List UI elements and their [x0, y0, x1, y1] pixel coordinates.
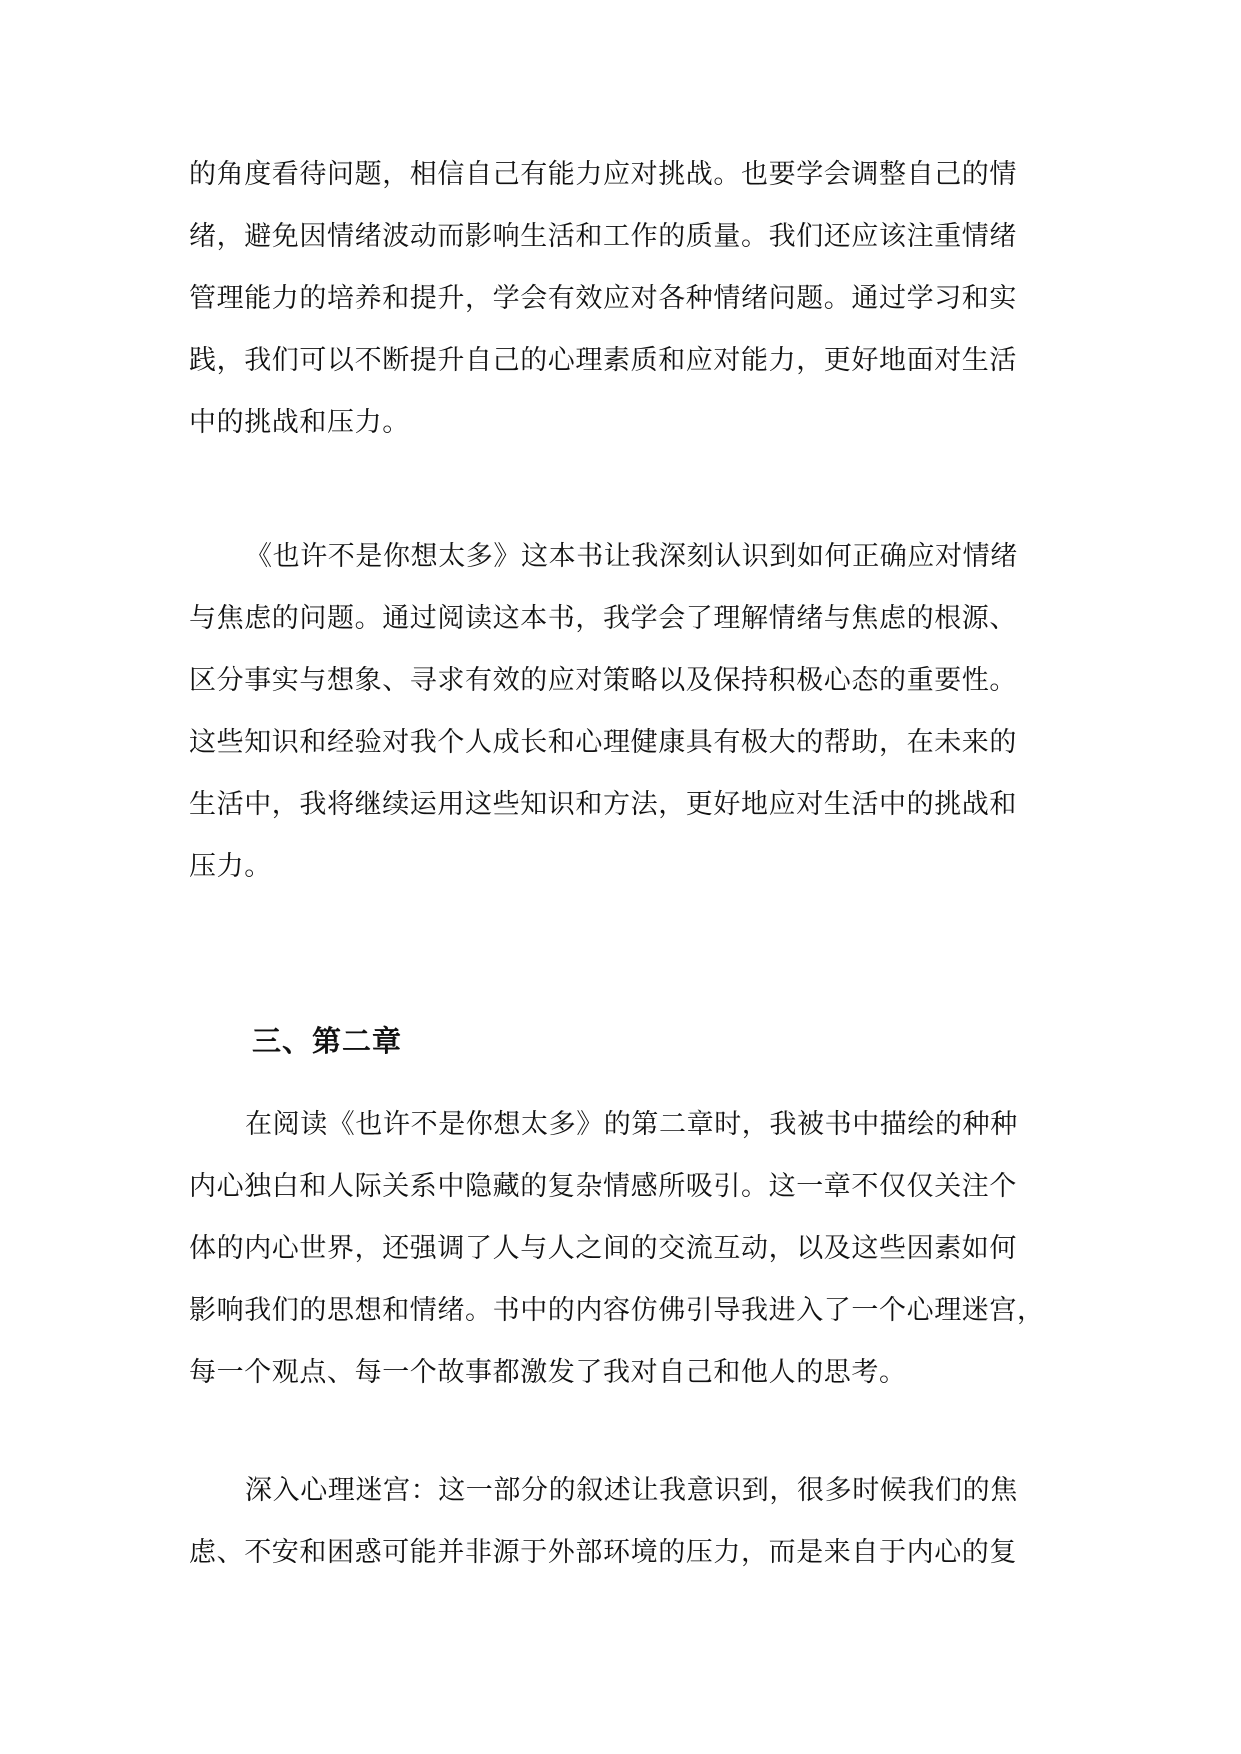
paragraph-line: 区分事实与想象、寻求有效的应对策略以及保持积极心态的重要性。 [189, 665, 1017, 696]
paragraph-line: 管理能力的培养和提升，学会有效应对各种情绪问题。通过学习和实 [189, 283, 1017, 314]
paragraph-line: 践，我们可以不断提升自己的心理素质和应对能力，更好地面对生活 [189, 345, 1017, 376]
section-heading: 三、第二章 [252, 1024, 403, 1058]
paragraph-line: 在阅读《也许不是你想太多》的第二章时，我被书中描绘的种种 [245, 1109, 1018, 1140]
paragraph-line: 体的内心世界，还强调了人与人之间的交流互动，以及这些因素如何 [189, 1233, 1017, 1264]
paragraph-line: 生活中，我将继续运用这些知识和方法，更好地应对生活中的挑战和 [189, 789, 1017, 820]
paragraph-line: 中的挑战和压力。 [189, 407, 410, 438]
paragraph-line: 压力。 [189, 851, 272, 882]
paragraph-line: 深入心理迷宫：这一部分的叙述让我意识到，很多时候我们的焦 [245, 1475, 1018, 1506]
paragraph-line: 绪，避免因情绪波动而影响生活和工作的质量。我们还应该注重情绪 [189, 221, 1017, 252]
paragraph-line: 与焦虑的问题。通过阅读这本书，我学会了理解情绪与焦虑的根源、 [189, 603, 1017, 634]
paragraph-line: 虑、不安和困惑可能并非源于外部环境的压力，而是来自于内心的复 [189, 1537, 1017, 1568]
paragraph-line: 这些知识和经验对我个人成长和心理健康具有极大的帮助，在未来的 [189, 727, 1017, 758]
paragraph-line: 《也许不是你想太多》这本书让我深刻认识到如何正确应对情绪 [245, 541, 1018, 572]
paragraph-line: 影响我们的思想和情绪。书中的内容仿佛引导我进入了一个心理迷宫， [189, 1295, 1045, 1326]
paragraph-line: 每一个观点、每一个故事都激发了我对自己和他人的思考。 [189, 1357, 907, 1388]
paragraph-line: 内心独白和人际关系中隐藏的复杂情感所吸引。这一章不仅仅关注个 [189, 1171, 1017, 1202]
paragraph-line: 的角度看待问题，相信自己有能力应对挑战。也要学会调整自己的情 [189, 159, 1017, 190]
